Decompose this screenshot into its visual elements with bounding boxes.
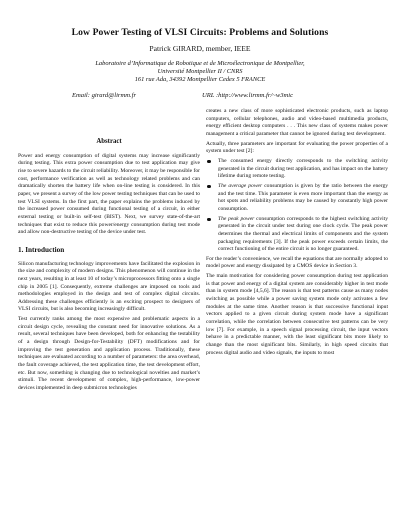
bullet-icon xyxy=(207,160,211,164)
right-paragraph-4: The main motivation for considering power consumption during test application is that power and energy of a digital system are considerably higher in test mode than in system mode [4,5,6]. The reason is that test patterns cause as many nodes switching as possible while a power saving system mode only activates a few modules at the same time. Another reason is that successive functional input vectors applied to a given circuit during system mode have a significant correlation, while the correlation between consecutive test patterns can be very low [7]. For example, in a speech signal processing circuit, the input vectors behave in a predictable manner, with the least significant bits more likely to change than the most significant bits. Similarly, in high speed circuits that process digital audio and video signals, the inputs to most xyxy=(206,273,388,356)
list-item-average-power xyxy=(206,183,388,214)
affiliation-block xyxy=(0,60,400,84)
bullet-icon xyxy=(207,218,211,222)
intro-paragraph-2: Test currently ranks among the most expensive and problematic aspects in a circuit design cycle, revealing the constant need for innovative solutions. As a result, several techniques have been developed, both for enhancing the testability of a design through Design-for-Testability (DFT) modifications and for improving the test generation and application process. Traditionally, these techniques are evaluated according to a number of parameters: the area overhead, the fault coverage achieved, the test application time, the test development effort, etc. But now, something is changing due to technological novelties and market’s stimuli. The recent development of complex, high-performance, low-power devices implemented in deep submicron technologies xyxy=(18,316,200,392)
bullet-lead: The average power xyxy=(218,182,263,189)
abstract-heading: Abstract xyxy=(96,138,122,145)
list-item-peak-power xyxy=(206,216,388,254)
bullet-text: consumption corresponds to the highest switching activity generated in the circuit under test during one clock cycle. The peak power determines the thermal and electrical limits of components and the system packaging requirements [3]. If the peak power exceeds certain limits, the correct functioning of the entire circuit is no longer guaranteed. xyxy=(218,215,388,253)
bullet-text: The consumed energy directly corresponds to the switching activity generated in the circuit during test application, and has impact on the battery lifetime during remote testing. xyxy=(218,157,388,180)
power-parameters-list xyxy=(206,158,388,254)
affiliation-address: 161 rue Ada, 34392 Montpellier Cedex 5 FRANCE xyxy=(134,76,266,84)
intro-paragraph-1: Silicon manufacturing technology improvements have facilitated the explosion in the size and complexity of modern designs. This phenomenon will continue in the next years, resulting in at least 10 of today’s microprocessors fitting onto a single chip in 2005 [1]. Consequently, extreme challenges are imposed on tools and methodologies employed in the design and test of complex digital circuits. Addressing these challenges efficiently is an exciting prospect to designers of VLSI circuits, but is also becoming increasingly difficult. xyxy=(18,260,200,313)
bullet-icon xyxy=(207,185,211,189)
paper-title: Low Power Testing of VLSI Circuits: Problems and Solutions xyxy=(71,27,329,38)
right-paragraph-1: creates a new class of more sophisticated electronic products, such as laptop computers, cellular telephones, audio and video-based multimedia products, energy efficient desktop computers . . . This new class of systems makes power management a critical parameter that cannot be ignored during test development. xyxy=(206,108,388,137)
right-column xyxy=(206,108,388,359)
url-text: URL :http://www.lirmm.fr/~w3mic xyxy=(202,92,294,99)
list-item-energy xyxy=(206,158,388,181)
bullet-lead: The peak power xyxy=(218,215,255,222)
affiliation-lab: Laboratoire d’Informatique de Robotique et de Microélectronique de Montpellier, xyxy=(95,60,305,67)
email-text: Email: girard@lirmm.fr xyxy=(72,92,137,99)
bullet-text: consumption is given by the ratio between the energy and the test time. This parameter is even more important than the energy as hot spots and reliability problems may be caused by constantly high power consumption. xyxy=(218,182,388,212)
contact-line xyxy=(72,92,342,99)
right-paragraph-2: Actually, three parameters are important for evaluating the power properties of a system under test [2]: xyxy=(206,140,388,155)
abstract-text: Power and energy consumption of digital systems may increase significantly during testing. This extra power consumption due to test application may give rise to severe hazards to the circuit reliability. Moreover, it may be responsible for cost, performance verification as well as technology related problems and can dramatically shorten the battery life when on-line testing is considered. In this paper, we present a survey of the low power testing techniques that can be used to test VLSI systems. In the first part, the paper explains the problems induced by the increased power consumed during functional testing of a circuit, in either external testing or built-in self-test (BIST). Next, we survey state-of-the-art techniques that exist to reduce this power/energy consumption during test mode and allow non-destructive testing of the device under test. xyxy=(18,152,200,236)
left-column xyxy=(18,110,200,395)
author-line: Patrick GIRARD, member, IEEE xyxy=(149,44,251,53)
right-paragraph-3: For the reader’s convenience, we recall the equations that are normally adopted to model power and energy dissipated by a CMOS device in Section 3. xyxy=(206,255,388,270)
affiliation-university: Université Montpellier II / CNRS xyxy=(157,68,243,76)
introduction-heading: 1. Introduction xyxy=(18,245,65,254)
